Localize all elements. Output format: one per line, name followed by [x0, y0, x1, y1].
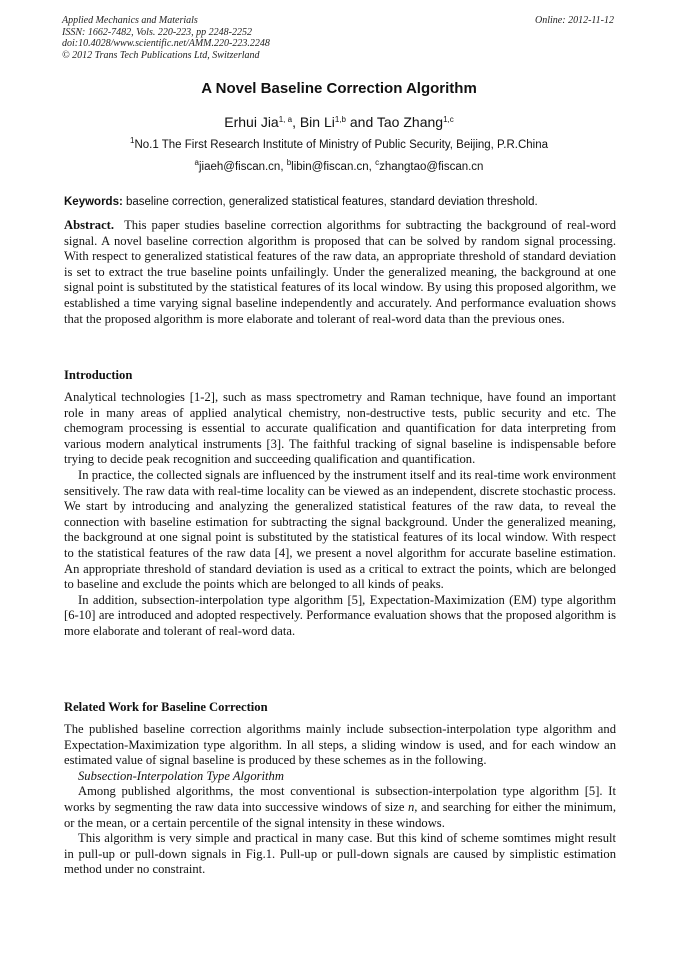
- email-line: [0, 158, 678, 173]
- abstract: [64, 218, 616, 327]
- author-sep-2: and: [346, 114, 377, 130]
- email-2-sup: b: [286, 158, 292, 167]
- author-sep-1: ,: [292, 114, 300, 130]
- author-3-sup: 1,c: [443, 115, 454, 124]
- author-1: Erhui Jia: [224, 114, 279, 130]
- window-size-symbol: n: [407, 799, 415, 814]
- author-2: Bin Li: [299, 114, 335, 130]
- keywords: [64, 196, 616, 208]
- intro-paragraph-3: In addition, subsection-interpolation type algorithm [5], Expectation-Maximization (EM) type algorithm [6-10] are introduced and adopted respectively. Performance evaluation shows that the proposed algorithm is more elaborate and tolerant of real-word data.: [64, 592, 616, 638]
- journal-name: Applied Mechanics and Materials: [62, 15, 198, 26]
- author-1-sup: 1, a: [278, 115, 293, 124]
- journal-doi: doi:10.4028/www.scientific.net/AMM.220-223.2248: [62, 38, 270, 49]
- email-1: jiaeh@fiscan.cn,: [198, 161, 287, 173]
- journal-copyright: © 2012 Trans Tech Publications Ltd, Switzerland: [62, 49, 260, 61]
- paper-title: A Novel Baseline Correction Algorithm: [201, 80, 477, 97]
- author-2-sup: 1,b: [334, 115, 346, 124]
- affiliation-text: No.1 The First Research Institute of Ministry of Public Security, Beijing, P.R.China: [134, 139, 548, 151]
- affiliation: [0, 136, 678, 151]
- keywords-text: baseline correction, generalized statistical features, standard deviation threshold.: [126, 196, 538, 208]
- abstract-text: This paper studies baseline correction algorithms for subtracting the background of real-word signal. A novel baseline correction algorithm is proposed that can be solved by random signal processing. With respect to generalized statistical features of the raw data, an appropriate threshold of standard deviation is set to extract the true baseline points unfailingly. Under the generalized meaning, the background at one signal point is substituted by the statistical features of its local window. By using this proposed algorithm, we established a time varying signal baseline independently and accurately. And performance evaluation shows that the proposed algorithm is more elaborate and tolerant of real-word data than the previous ones.: [64, 218, 616, 326]
- author-line: [0, 114, 678, 130]
- intro-paragraph-2: In practice, the collected signals are influenced by the instrument itself and its real-time work environment sensitively. The raw data with real-time locality can be viewed as an independent, discrete stochastic process. We start by introducing and analyzing the generalized statistical features of the raw data, to reveal the connection with baseline estimation for subtracting the signal background. Under the generalized meaning, the background at one signal point is substituted by the statistical features of its local window. With respect to the statistical features of the raw data [4], we present a novel algorithm for accurate baseline estimation. An appropriate threshold of standard deviation is used as a critical to extract the points, which are belonged to baseline and exclude the points which are belonged to all kinds of peaks.: [64, 467, 616, 592]
- related-paragraph-1: The published baseline correction algorithms mainly include subsection-interpolation type algorithm and Expectation-Maximization type algorithm. In all steps, a sliding window is used, and for each window an estimated value of signal baseline is produced by these schemes as in the following.: [64, 722, 616, 768]
- intro-heading: Introduction: [64, 368, 133, 382]
- related-heading: Related Work for Baseline Correction: [64, 700, 268, 714]
- related-paragraph-3: This algorithm is very simple and practical in many case. But this kind of scheme somtimes might result in pull-up or pull-down signals in Fig.1. Pull-up or pull-down signals are caused by simplistic estimation method under no constraint.: [64, 831, 616, 877]
- intro-body: [64, 390, 616, 640]
- abstract-label: Abstract.: [64, 218, 115, 232]
- intro-paragraph-1: Analytical technologies [1-2], such as mass spectrometry and Raman technique, have found an important role in many areas of applied analytical chemistry, non-destructive tests, public security and etc. The chemogram processing is essential to accurate qualification and quantification for data interpreting from various modern analytical instruments [3]. The faithful tracking of signal baseline is indispensable before trying to decide peak recognition and succeeding qualification and quantification.: [64, 390, 616, 467]
- online-date: Online: 2012-11-12: [535, 15, 614, 26]
- email-3-sup: c: [375, 158, 380, 167]
- journal-issn: ISSN: 1662-7482, Vols. 220-223, pp 2248-2252: [62, 26, 252, 38]
- email-2: libin@fiscan.cn,: [291, 161, 376, 173]
- keywords-label: Keywords:: [64, 196, 123, 208]
- author-3: Tao Zhang: [376, 114, 444, 130]
- email-3: zhangtao@fiscan.cn: [379, 161, 484, 173]
- affiliation-sup: 1: [130, 136, 135, 145]
- related-p2-part-a: Among published algorithms, the most conventional is subsection-interpolation type algorithm [5]. It works by segmenting the raw data into successive windows of size: [64, 784, 616, 814]
- related-subheading: Subsection-Interpolation Type Algorithm: [78, 768, 284, 783]
- email-1-sup: a: [194, 158, 199, 167]
- related-body: [64, 722, 616, 878]
- related-paragraph-2: [64, 784, 616, 831]
- related-p2-part-b: , and searching for either the minimum, or the mean, or a certain percentile of the signal intensity in these windows.: [64, 799, 617, 830]
- journal-header: [62, 15, 270, 61]
